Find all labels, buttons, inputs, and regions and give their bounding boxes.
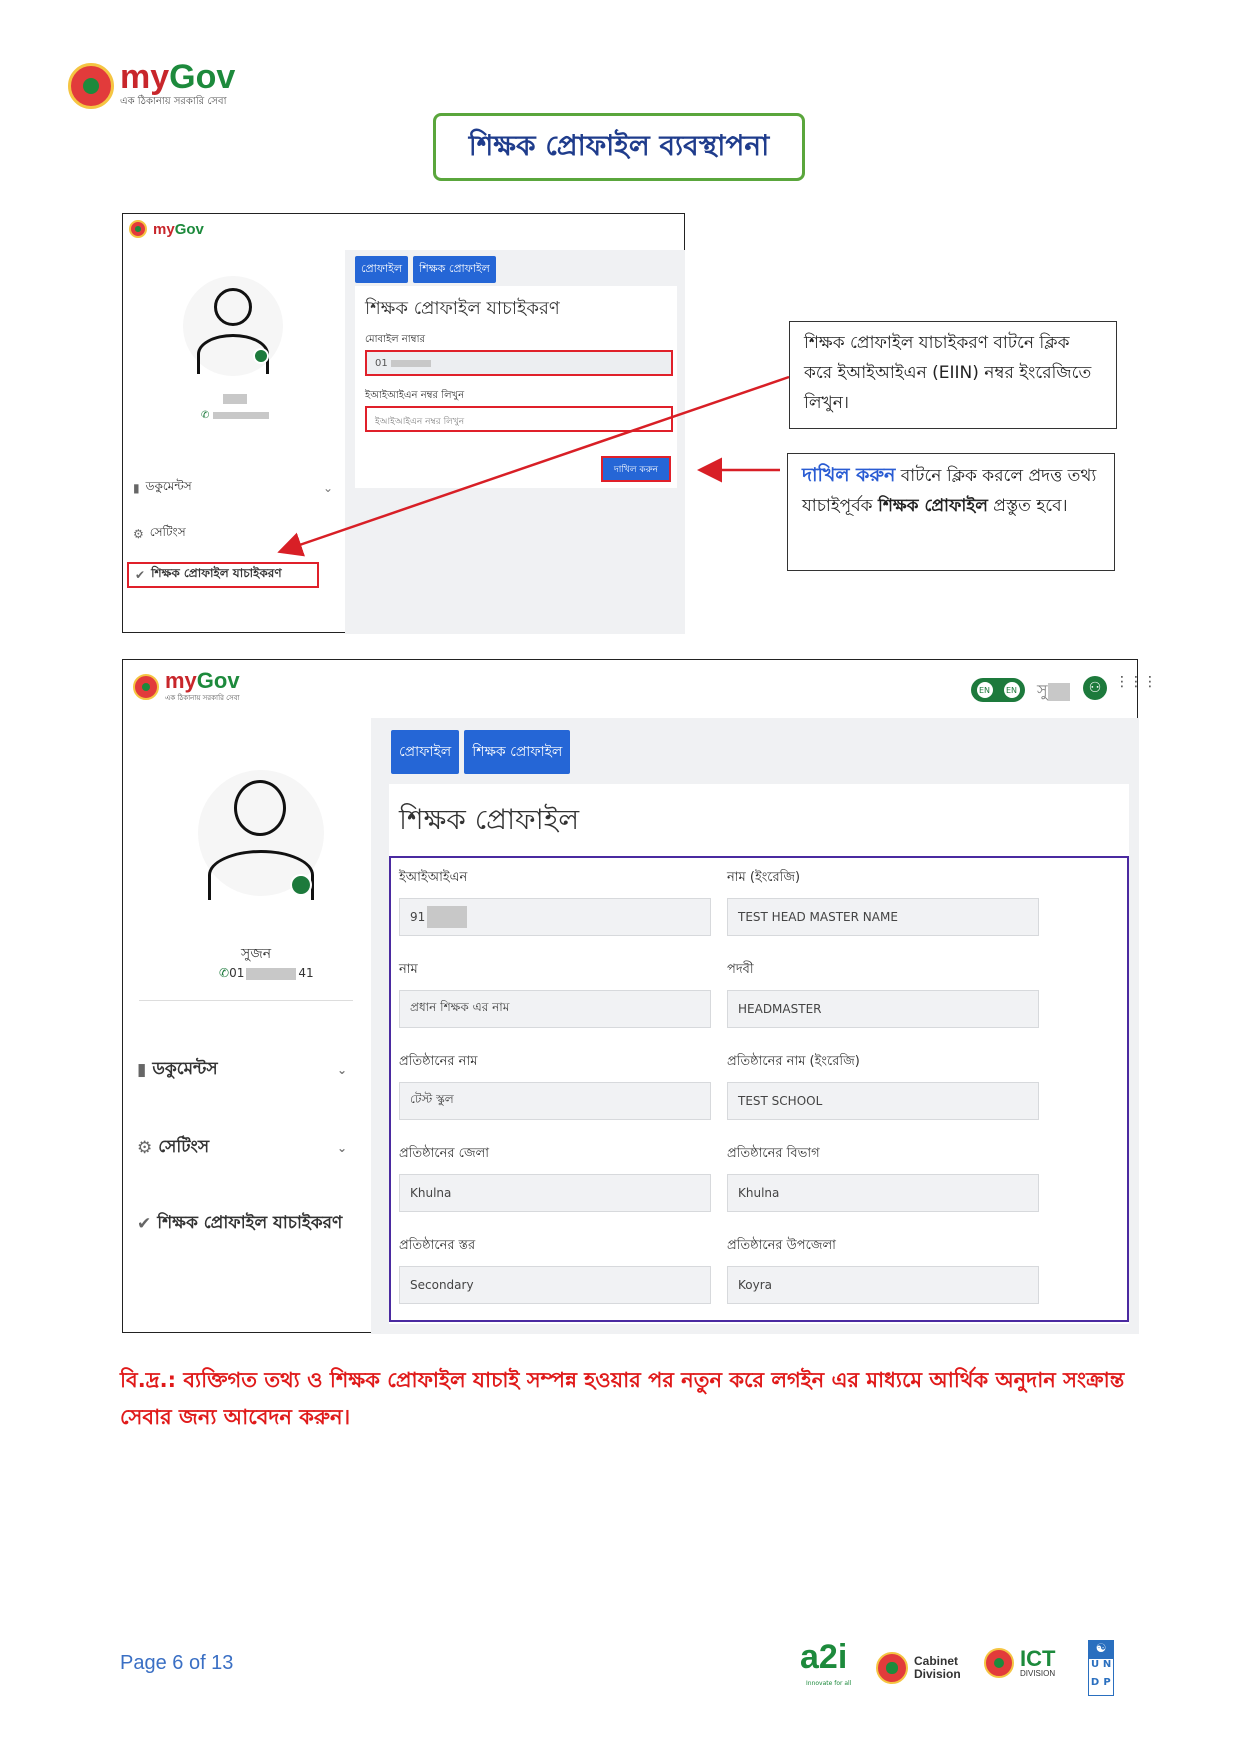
user-initial: সু (1037, 681, 1048, 700)
field-value[interactable] (399, 1082, 711, 1120)
cabinet-line2: Division (914, 1667, 961, 1681)
menu-label: ডকুমেন্টস (145, 479, 192, 493)
brand-main: my (120, 58, 170, 96)
ict-division-logo (984, 1648, 1055, 1678)
field-label: প্রতিষ্ঠানের নাম (399, 1054, 478, 1069)
mobile-label: মোবাইল নাম্বার (365, 334, 425, 345)
ict-line1: ICT (1020, 1646, 1056, 1671)
user-phone: ✆ (201, 410, 269, 421)
file-icon: ▮ (133, 481, 140, 495)
arrow-to-menu (282, 377, 789, 551)
un-emblem-icon: ☯ (1089, 1641, 1113, 1659)
chevron-down-icon: ⌄ (322, 481, 333, 495)
field-value-text: Khulna (410, 1186, 452, 1200)
tab-teacher-profile[interactable]: শিক্ষক প্রোফাইল (413, 256, 496, 283)
field-label: প্রতিষ্ঠানের স্তর (399, 1238, 476, 1253)
field-value[interactable] (727, 1266, 1039, 1304)
language-toggle[interactable] (971, 678, 1025, 702)
field-label: ইআইআইএন (399, 870, 468, 885)
brand-tagline: এক ঠিকানায় সরকারি সেবা (120, 96, 227, 107)
user-name: সুজন (241, 946, 272, 962)
undp-letter: D (1090, 1677, 1100, 1688)
undp-letter: N (1102, 1659, 1112, 1670)
field-value-text: TEST HEAD MASTER NAME (738, 910, 898, 924)
check-circle-icon: ✔ (135, 568, 146, 582)
menu-documents[interactable] (137, 1056, 347, 1084)
brand-accent: Gov (196, 668, 240, 693)
brand-tagline: এক ঠিকানায় সরকারি সেবা (165, 694, 240, 702)
cabinet-division-logo (876, 1652, 961, 1684)
lang-option: EN (977, 682, 993, 698)
redacted-value (427, 906, 467, 928)
undp-letter: U (1090, 1659, 1100, 1670)
tab-profile[interactable]: প্রোফাইল (355, 256, 408, 283)
sidebar-divider (139, 1000, 353, 1001)
callout-bold: শিক্ষক প্রোফাইল (877, 496, 988, 516)
accessibility-icon[interactable]: ⚇ (1083, 676, 1107, 700)
field-value[interactable] (727, 990, 1039, 1028)
menu-settings[interactable] (137, 1134, 347, 1162)
mobile-value: 01 (375, 358, 388, 369)
submit-label: দাখিল করুন (614, 464, 658, 475)
field-label: প্রতিষ্ঠানের জেলা (399, 1146, 490, 1161)
chevron-down-icon: ⌄ (336, 1063, 347, 1077)
gear-icon: ⚙ (133, 527, 144, 541)
field-label: প্রতিষ্ঠানের বিভাগ (727, 1146, 820, 1161)
callout-text: শিক্ষক প্রোফাইল যাচাইকরণ বাটনে ক্লিক করে ইআইআইএন (EIIN) নম্বর ইংরেজিতে লিখুন। (804, 333, 1092, 413)
menu-label: শিক্ষক প্রোফাইল যাচাইকরণ (151, 566, 282, 580)
field-value[interactable] (399, 1174, 711, 1212)
ict-line2: DIVISION (1020, 1669, 1056, 1678)
brand-accent: Gov (174, 220, 204, 238)
cabinet-line1: Cabinet (914, 1654, 959, 1668)
note-text: বি.দ্র.: ব্যক্তিগত তথ্য ও শিক্ষক প্রোফাইল যাচাই সম্পন্ন হওয়ার পর নতুন করে লগইন এর মাধ্যমে আর্থিক অনুদান সংক্রান্ত সেবার জন্য আবেদন করুন। (120, 1368, 1125, 1429)
a2i-text: a2i (800, 1638, 848, 1676)
menu-label: ডকুমেন্টস (152, 1059, 218, 1079)
brand-main: my (153, 220, 175, 238)
field-value[interactable] (399, 898, 711, 936)
field-value[interactable] (399, 1266, 711, 1304)
field-value-text: HEADMASTER (738, 1002, 822, 1016)
phone-icon: ✆ (219, 966, 230, 980)
field-label: পদবী (727, 962, 754, 977)
field-value[interactable] (399, 990, 711, 1028)
eiin-label: ইআইআইএন নম্বর লিখুন (365, 390, 465, 401)
field-value-text: 91 (410, 910, 426, 924)
field-value-text: Khulna (738, 1186, 780, 1200)
phone-prefix: 01 (229, 966, 245, 980)
undp-letter: P (1103, 1677, 1111, 1688)
a2i-logo (800, 1640, 847, 1674)
field-label: নাম (ইংরেজি) (727, 870, 801, 885)
user-phone (219, 966, 314, 980)
lang-option: EN (1004, 682, 1020, 698)
field-value[interactable] (727, 898, 1039, 936)
camera-icon[interactable] (290, 874, 312, 896)
phone-suffix: 41 (298, 966, 314, 980)
field-value[interactable] (727, 1082, 1039, 1120)
gear-icon: ⚙ (137, 1138, 153, 1158)
tab-teacher-profile[interactable]: শিক্ষক প্রোফাইল (464, 730, 570, 774)
menu-label: শিক্ষক প্রোফাইল যাচাইকরণ (157, 1213, 343, 1233)
field-label: নাম (399, 962, 418, 977)
check-circle-icon: ✔ (137, 1214, 152, 1234)
eiin-placeholder: ইআইআইএন নম্বর লিখুন (375, 417, 465, 427)
tab-profile[interactable]: প্রোফাইল (391, 730, 459, 774)
callout-text-b: প্রস্তুত হবে। (987, 496, 1068, 516)
apps-grid-icon[interactable]: ⋮⋮⋮ (1115, 674, 1157, 690)
a2i-tagline: Innovate for all (806, 1680, 852, 1687)
chevron-down-icon: ⌄ (336, 1141, 347, 1155)
profile-fields-box (389, 856, 1129, 1322)
menu-label: সেটিংস (149, 525, 186, 539)
undp-logo (1088, 1640, 1114, 1696)
field-value[interactable] (727, 1174, 1039, 1212)
bangladesh-emblem-icon (133, 674, 159, 700)
avatar (198, 770, 324, 896)
field-value-text: TEST SCHOOL (738, 1094, 823, 1108)
field-value-text: প্রধান শিক্ষক এর নাম (410, 1000, 510, 1014)
user-menu[interactable] (1037, 678, 1070, 705)
brand-accent: Gov (169, 58, 236, 96)
bangladesh-emblem-icon (984, 1648, 1014, 1678)
field-value-text: টেস্ট স্কুল (410, 1092, 454, 1106)
callout-highlight: দাখিল করুন (802, 464, 896, 486)
file-icon: ▮ (137, 1060, 147, 1080)
field-label: প্রতিষ্ঠানের উপজেলা (727, 1238, 836, 1253)
field-value-text: Koyra (738, 1278, 773, 1292)
field-label: প্রতিষ্ঠানের নাম (ইংরেজি) (727, 1054, 860, 1069)
page-number: Page 6 of 13 (120, 1652, 234, 1674)
profile-card (389, 784, 1129, 1324)
form-title: শিক্ষক প্রোফাইল যাচাইকরণ (365, 298, 560, 319)
brand-main: my (165, 668, 197, 693)
screenshot-teacher-profile (122, 659, 1157, 1333)
mygov-logo (133, 670, 240, 704)
callout-text-a: বাটনে ক্লিক করলে প্রদত্ত তথ্য যাচাইপূর্বক (802, 466, 1097, 516)
menu-teacher-profile-verification[interactable] (137, 1210, 367, 1238)
page-title: শিক্ষক প্রোফাইল ব্যবস্থাপনা (433, 113, 805, 181)
menu-label: সেটিংস (158, 1137, 210, 1157)
bangladesh-emblem-icon (876, 1652, 908, 1684)
field-value-text: Secondary (410, 1278, 474, 1292)
profile-title: শিক্ষক প্রোফাইল (399, 803, 580, 836)
pointer-arrows (0, 0, 1241, 700)
